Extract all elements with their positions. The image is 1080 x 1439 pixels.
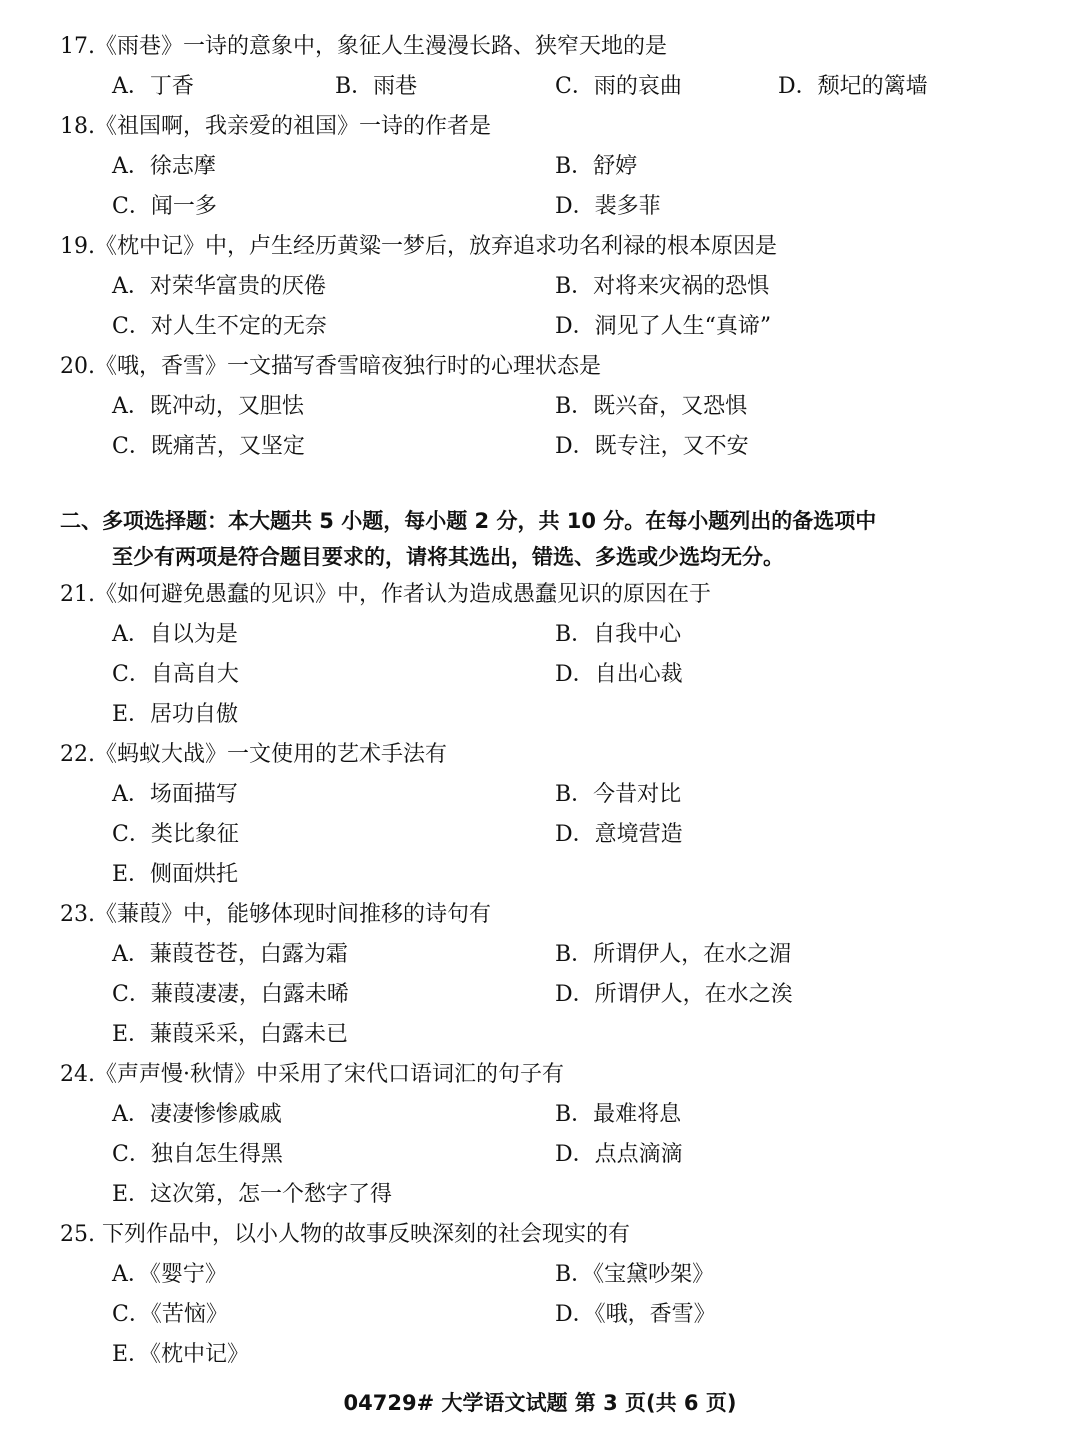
question-25-option-b: B．《宝黛吵架》 xyxy=(555,1262,715,1287)
question-18-option-c: C．闻一多 xyxy=(112,194,217,219)
question-22-option-e: E．侧面烘托 xyxy=(112,862,239,887)
question-22-option-d: D．意境营造 xyxy=(555,822,683,847)
question-24-stem: 24.《声声慢·秋情》中采用了宋代口语词汇的句子有 xyxy=(60,1062,564,1087)
question-25-option-d: D．《哦，香雪》 xyxy=(555,1302,716,1327)
question-25-option-c: C．《苦恼》 xyxy=(112,1302,228,1327)
question-24-option-e: E．这次第，怎一个愁字了得 xyxy=(112,1182,393,1207)
question-23-option-a: A．蒹葭苍苍，白露为霜 xyxy=(112,942,348,967)
question-22-option-b: B．今昔对比 xyxy=(555,782,682,807)
question-18-option-a: A．徐志摩 xyxy=(112,154,216,179)
section-2-heading: 二、多项选择题：本大题共 5 小题，每小题 2 分，共 10 分。在每小题列出的备选项中 xyxy=(60,509,877,533)
question-17-stem: 17.《雨巷》一诗的意象中，象征人生漫漫长路、狭窄天地的是 xyxy=(60,34,667,59)
question-25-option-a: A．《婴宁》 xyxy=(112,1262,227,1287)
question-21-option-d: D．自出心裁 xyxy=(555,662,683,687)
question-20-option-d: D．既专注，又不安 xyxy=(555,434,749,459)
question-25-stem: 25. 下列作品中，以小人物的故事反映深刻的社会现实的有 xyxy=(60,1222,630,1247)
question-24-option-b: B．最难将息 xyxy=(555,1102,682,1127)
question-23-stem: 23.《蒹葭》中，能够体现时间推移的诗句有 xyxy=(60,902,491,927)
question-18-option-b: B．舒婷 xyxy=(555,154,638,179)
question-21-option-b: B．自我中心 xyxy=(555,622,682,647)
question-24-option-c: C．独自怎生得黑 xyxy=(112,1142,283,1167)
question-22-option-c: C．类比象征 xyxy=(112,822,239,847)
question-19-option-c: C．对人生不定的无奈 xyxy=(112,314,327,339)
question-19-option-b: B．对将来灾祸的恐惧 xyxy=(555,274,770,299)
question-23-option-e: E．蒹葭采采，白露未已 xyxy=(112,1022,349,1047)
question-17-option-c: C．雨的哀曲 xyxy=(555,74,682,99)
question-21-option-e: E．居功自傲 xyxy=(112,702,239,727)
question-20-option-a: A．既冲动，又胆怯 xyxy=(112,394,304,419)
question-23-option-d: D．所谓伊人，在水之涘 xyxy=(555,982,793,1007)
section-2-instructions: 至少有两项是符合题目要求的，请将其选出，错选、多选或少选均无分。 xyxy=(112,545,784,569)
question-23-option-c: C．蒹葭凄凄，白露未晞 xyxy=(112,982,349,1007)
question-21-stem: 21.《如何避免愚蠢的见识》中，作者认为造成愚蠢见识的原因在于 xyxy=(60,582,711,607)
question-17-option-d: D．颓圮的篱墙 xyxy=(778,74,928,99)
question-20-option-c: C．既痛苦，又坚定 xyxy=(112,434,305,459)
question-20-option-b: B．既兴奋，又恐惧 xyxy=(555,394,748,419)
question-21-option-c: C．自高自大 xyxy=(112,662,239,687)
question-23-option-b: B．所谓伊人，在水之湄 xyxy=(555,942,792,967)
question-20-stem: 20.《哦，香雪》一文描写香雪暗夜独行时的心理状态是 xyxy=(60,354,601,379)
question-24-option-a: A．凄凄惨惨戚戚 xyxy=(112,1102,282,1127)
question-19-option-a: A．对荣华富贵的厌倦 xyxy=(112,274,326,299)
question-19-stem: 19.《枕中记》中，卢生经历黄粱一梦后，放弃追求功名利禄的根本原因是 xyxy=(60,234,777,259)
question-17-option-b: B．雨巷 xyxy=(335,74,418,99)
question-21-option-a: A．自以为是 xyxy=(112,622,238,647)
question-22-stem: 22.《蚂蚁大战》一文使用的艺术手法有 xyxy=(60,742,447,767)
question-18-option-d: D．裴多菲 xyxy=(555,194,661,219)
page-footer: 04729# 大学语文试题 第 3 页(共 6 页) xyxy=(343,1391,737,1415)
question-22-option-a: A．场面描写 xyxy=(112,782,238,807)
question-17-option-a: A．丁香 xyxy=(112,74,194,99)
question-24-option-d: D．点点滴滴 xyxy=(555,1142,683,1167)
question-25-option-e: E．《枕中记》 xyxy=(112,1342,250,1367)
question-19-option-d: D．洞见了人生“真谛” xyxy=(555,314,772,339)
question-18-stem: 18.《祖国啊，我亲爱的祖国》一诗的作者是 xyxy=(60,114,491,139)
